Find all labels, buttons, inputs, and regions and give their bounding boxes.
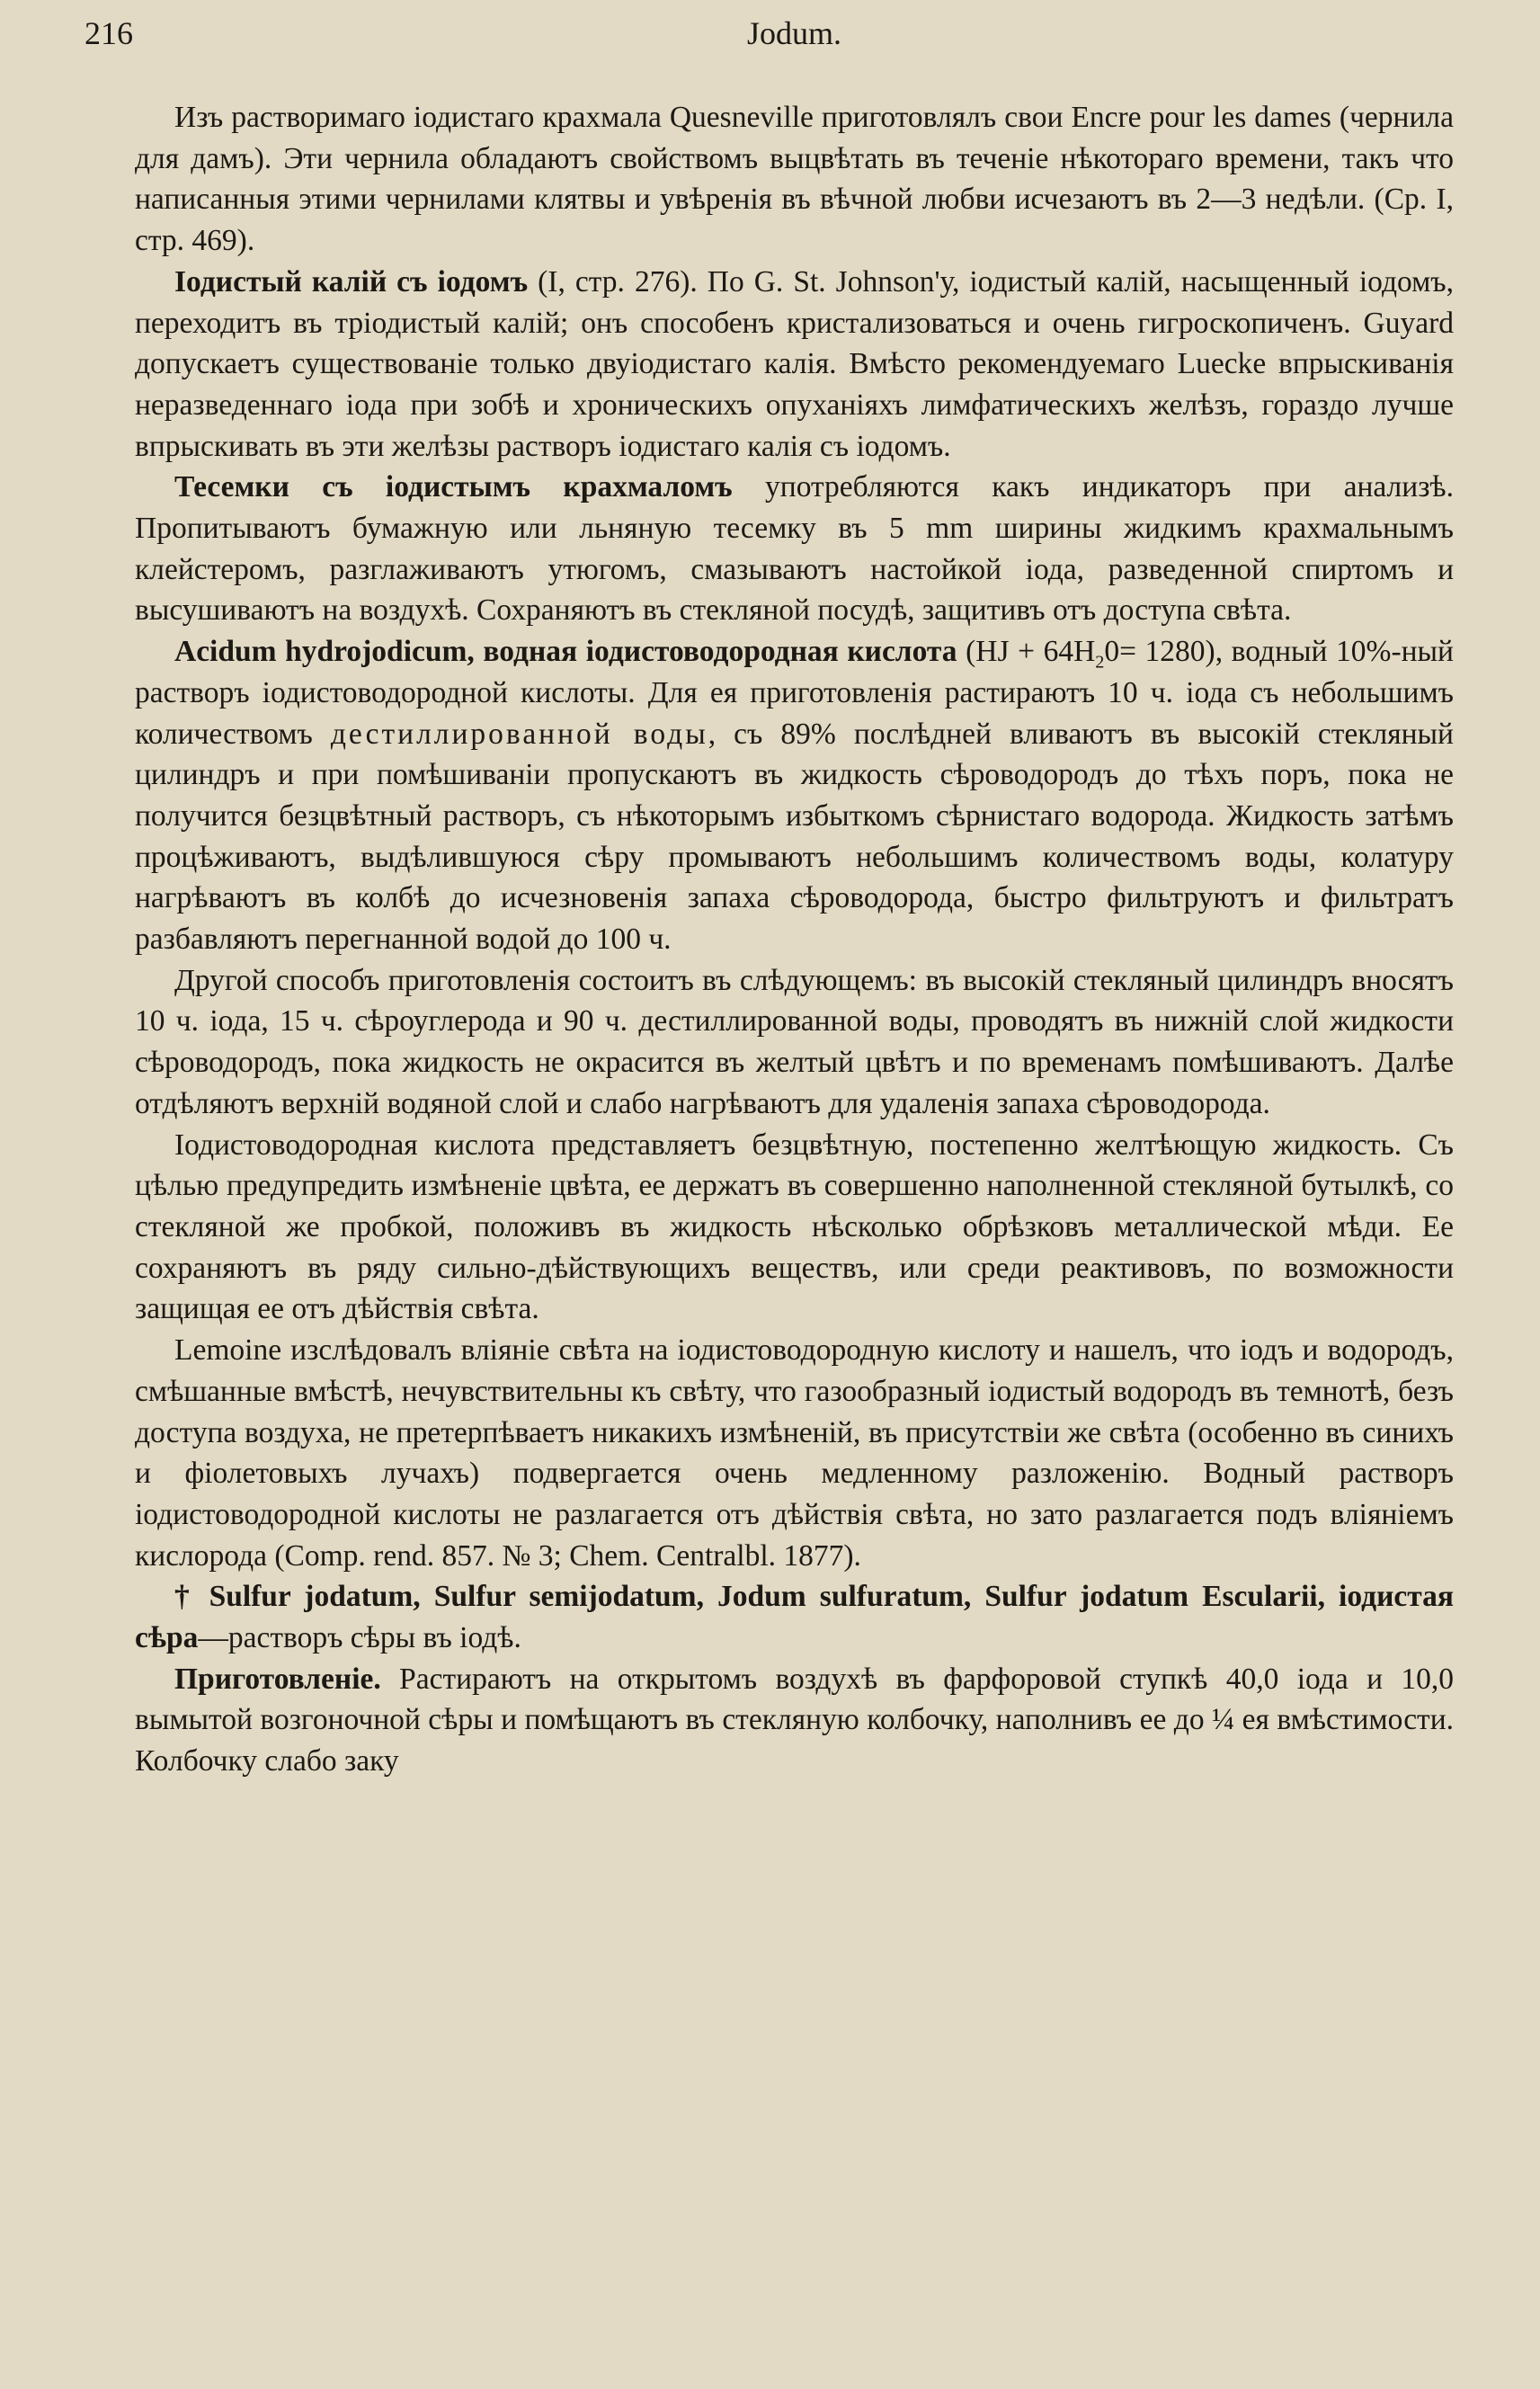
paragraph-text: Lemoine изслѣдовалъ вліяніе свѣта на іодистоводородную кислоту и нашелъ, что іодъ и водородъ, смѣшанные вмѣстѣ, нечувствительны къ свѣту, что газообразный іодистый водородъ въ темнотѣ, безъ доступа воздуха, не претерпѣваетъ никакихъ измѣненій, въ присутствіи же свѣта (особенно въ синихъ и фіолетовыхъ лучахъ) подвергается очень медленному разложенію. Водный растворъ іодистоводородной кислоты не разлагается отъ дѣйствія свѣта, но зато разлагается подъ вліяніемъ кислорода (Comp. rend. 857. № 3; Chem. Centralbl. 1877).	[135, 1333, 1454, 1573]
entry-heading: Приготовленіе.	[174, 1662, 381, 1696]
paragraph-properties	[135, 1125, 1454, 1331]
paragraph-text: (I, стр. 276). По G. St. Johnson'у, іодистый калій, насыщенный іодомъ, переходитъ въ тріодистый калій; онъ способенъ кристализоваться и очень гигроскопиченъ. Guyard допускаетъ существованіе только двуіодистаго калія. Вмѣсто рекомендуемаго Luecke впрыскиванія неразведеннаго іода при зобѣ и хроническихъ опуханіяхъ лимфатическихъ желѣзъ, гораздо лучше впрыскивать въ эти желѣзы растворъ іодистаго калія съ іодомъ.	[135, 264, 1454, 463]
paragraph-encre	[135, 97, 1454, 262]
entry-heading: Тесемки съ іодистымъ крахмаломъ	[174, 470, 733, 504]
spaced-text: дестиллированной воды	[330, 717, 708, 751]
running-title: Jodum.	[746, 15, 841, 51]
paragraph-text: —растворъ сѣры въ іодѣ.	[198, 1621, 521, 1655]
chemical-formula: (HJ + 64H	[957, 635, 1096, 669]
page-header	[85, 5, 1454, 61]
paragraph-hydroiodic-acid	[135, 631, 1454, 960]
page-body	[135, 97, 1454, 1782]
entry-heading: † Sulfur jodatum, Sulfur semijodatum, Jodum sulfuratum, Sulfur jodatum Escularii, іодистая сѣра	[135, 1580, 1454, 1655]
paragraph-text: употребляются какъ индикаторъ при анализѣ. Пропитываютъ бумажную или льняную тесемку въ 5 mm ширины жидкимъ крахмальнымъ клейстеромъ, разглаживаютъ утюгомъ, смазываютъ настойкой іода, разведенной спиртомъ и высушиваютъ на воздухѣ. Сохраняютъ въ стекляной посудѣ, защитивъ отъ доступа свѣта.	[135, 470, 1454, 628]
paragraph-text: 0= 1280), водный 10%-ный растворъ іодистоводородной кислоты. Для ея приготовленія растираютъ 10 ч. іода съ небольшимъ количествомъ	[135, 635, 1454, 751]
paragraph-other-method	[135, 960, 1454, 1125]
paragraph-potassium-iodide	[135, 262, 1454, 468]
entry-heading: Acidum hydrojodicum, водная іодистоводородная кислота	[174, 635, 957, 669]
paragraph-text: Изъ растворимаго іодистаго крахмала Quesneville приготовлялъ свои Encre pour les dames (чернила для дамъ). Эти чернила обладаютъ свойствомъ выцвѣтать въ теченіе нѣкотораго времени, такъ что написанныя этими чернилами клятвы и увѣренія въ вѣчной любви исчезаютъ въ 2—3 недѣли. (Ср. I, стр. 469).	[135, 101, 1454, 258]
paragraph-starch-ribbons	[135, 467, 1454, 631]
paragraph-lemoine	[135, 1330, 1454, 1576]
paragraph-text: Іодистоводородная кислота представляетъ безцвѣтную, постепенно желтѣющую жидкость. Съ цѣлью предупредить измѣненіе цвѣта, ее держатъ въ совершенно наполненной стекляной бутылкѣ, со стекляной же пробкой, положивъ въ жидкость нѣсколько обрѣзковъ металлической мѣди. Ее сохраняютъ въ ряду сильно-дѣйствующихъ веществъ, или среди реактивовъ, по возможности защищая ее отъ дѣйствія свѣта.	[135, 1128, 1454, 1326]
entry-heading: Іодистый калій съ іодомъ	[174, 264, 529, 299]
paragraph-text: Растираютъ на открытомъ воздухѣ въ фарфоровой ступкѣ 40,0 іода и 10,0 вымытой возгоночной сѣры и помѣщаютъ въ стекляную колбочку, наполнивъ ее до ¼ ея вмѣстимости. Колбочку слабо заку	[135, 1662, 1454, 1778]
paragraph-text: , съ 89% послѣдней вливаютъ въ высокій стекляный цилиндръ и при помѣшиваніи пропускаютъ въ жидкость сѣроводородъ до тѣхъ поръ, пока не получится безцвѣтный растворъ, съ нѣкоторымъ избыткомъ сѣрнистаго водорода. Жидкость затѣмъ процѣживаютъ, выдѣлившуюся сѣру промываютъ небольшимъ количествомъ воды, колатуру нагрѣваютъ въ колбѣ до исчезновенія запаха сѣроводорода, быстро фильтруютъ и фильтратъ разбавляютъ перегнанной водой до 100 ч.	[135, 717, 1454, 957]
formula-subscript: 2	[1095, 652, 1105, 673]
paragraph-text: Другой способъ приготовленія состоитъ въ слѣдующемъ: въ высокій стекляный цилиндръ вносятъ 10 ч. іода, 15 ч. сѣроуглерода и 90 ч. дестиллированной воды, проводятъ въ нижній слой жидкости сѣроводородъ, пока жидкость не окрасится въ желтый цвѣтъ и по временамъ помѣшиваютъ. Далѣе отдѣляютъ верхній водяной слой и слабо нагрѣваютъ для удаленія запаха сѣроводорода.	[135, 963, 1454, 1120]
paragraph-sulfur-iodide	[135, 1576, 1454, 1658]
page-number: 216	[85, 15, 133, 51]
paragraph-preparation	[135, 1659, 1454, 1782]
